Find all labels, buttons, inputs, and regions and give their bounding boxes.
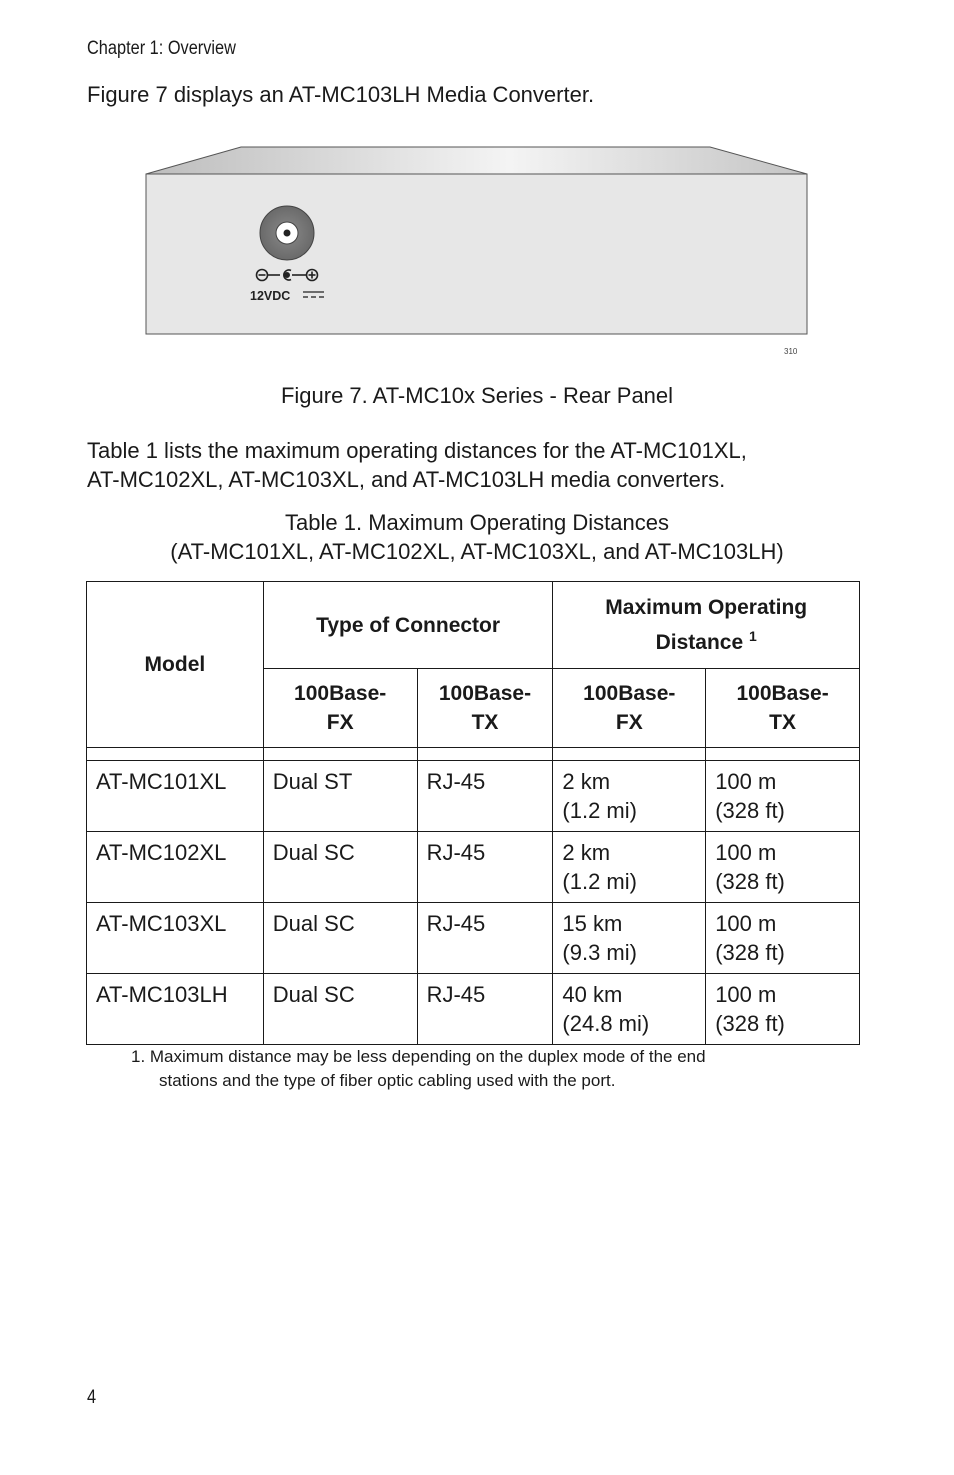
cell-fx-distance — [553, 974, 706, 1045]
rear-panel-figure — [140, 140, 820, 365]
cell-model: AT-MC103XL — [87, 903, 264, 974]
table-row — [87, 974, 860, 1045]
power-label: 12VDC — [250, 289, 291, 303]
cell-text: (9.3 mi) — [562, 940, 637, 965]
table-caption-models: (AT-MC101XL, AT-MC102XL, AT-MC103XL, and AT-MC103LH) — [170, 539, 784, 564]
cell-tx-connector: RJ-45 — [417, 974, 553, 1045]
cell-text: (1.2 mi) — [562, 869, 637, 894]
subheader-text: FX — [326, 711, 354, 734]
cell-text: 100 m — [715, 982, 777, 1007]
footnote-marker: 1 — [749, 628, 757, 644]
cell-text: (328 ft) — [715, 869, 785, 894]
subheader-connector-fx — [263, 669, 417, 748]
cell-text: (24.8 mi) — [562, 1011, 650, 1036]
table-row — [87, 761, 860, 832]
cell-fx-distance — [553, 832, 706, 903]
cell-text: (328 ft) — [715, 798, 785, 823]
cell-tx-distance — [706, 974, 860, 1045]
cell-text: (1.2 mi) — [562, 798, 637, 823]
header-connector-type: Type of Connector — [263, 582, 553, 669]
running-header: Chapter 1: Overview — [87, 38, 236, 59]
table-intro-paragraph — [87, 436, 867, 494]
cell-text: 100 m — [715, 840, 777, 865]
cell-fx-distance — [553, 903, 706, 974]
figure-caption: Figure 7. AT-MC10x Series - Rear Panel — [280, 383, 674, 408]
table-row — [87, 832, 860, 903]
cell-model: AT-MC103LH — [87, 974, 264, 1045]
subheader-text: TX — [471, 711, 499, 734]
table-footnote — [131, 1045, 706, 1093]
cell-fx-connector: Dual SC — [263, 974, 417, 1045]
cell-fx-distance — [553, 761, 706, 832]
header-distance-line2: Distance — [655, 631, 744, 654]
header-rule — [87, 748, 860, 761]
cell-text: (328 ft) — [715, 940, 785, 965]
cell-tx-connector: RJ-45 — [417, 761, 553, 832]
header-model: Model — [87, 582, 264, 748]
figure-number: 310 — [784, 347, 798, 356]
header-max-distance — [553, 582, 860, 669]
subheader-text: 100Base- — [736, 682, 829, 705]
intro-text: Figure 7 displays an AT-MC103LH Media Converter. — [87, 82, 595, 107]
chassis-top-surface — [146, 147, 807, 174]
cell-tx-distance — [706, 903, 860, 974]
subheader-distance-fx — [553, 669, 706, 748]
footnote-line: 1. Maximum distance may be less depending on the duplex mode of the end — [131, 1047, 706, 1066]
subheader-connector-tx — [417, 669, 553, 748]
table-header-row — [87, 582, 860, 669]
cell-fx-connector: Dual SC — [263, 903, 417, 974]
subheader-text: 100Base- — [438, 682, 532, 705]
subheader-text: TX — [769, 711, 797, 734]
subheader-distance-tx — [706, 669, 860, 748]
cell-tx-connector: RJ-45 — [417, 832, 553, 903]
table-caption — [0, 508, 954, 566]
cell-text: 15 km — [562, 911, 623, 936]
table-row — [87, 903, 860, 974]
cell-tx-distance — [706, 761, 860, 832]
cell-model: AT-MC102XL — [87, 832, 264, 903]
cell-text: 100 m — [715, 769, 777, 794]
subheader-text: FX — [615, 711, 643, 734]
chassis-rear-face — [146, 174, 807, 334]
cell-tx-distance — [706, 832, 860, 903]
subheader-text: 100Base- — [294, 682, 387, 705]
footnote-line: stations and the type of fiber optic cabling used with the port. — [159, 1071, 616, 1090]
cell-fx-connector: Dual ST — [263, 761, 417, 832]
cell-text: (328 ft) — [715, 1011, 785, 1036]
subheader-text: 100Base- — [583, 682, 676, 705]
cell-text: 2 km — [562, 769, 611, 794]
table-caption-title: Table 1. Maximum Operating Distances — [285, 510, 669, 535]
cell-text: 40 km — [562, 982, 623, 1007]
power-jack-icon — [260, 206, 314, 260]
cell-text: 100 m — [715, 911, 777, 936]
page-number: 4 — [87, 1387, 97, 1408]
rear-panel-illustration — [140, 140, 820, 365]
header-distance-line1: Maximum Operating — [605, 596, 808, 619]
distance-table — [86, 581, 860, 1045]
cell-tx-connector: RJ-45 — [417, 903, 553, 974]
cell-text: 2 km — [562, 840, 611, 865]
cell-model: AT-MC101XL — [87, 761, 264, 832]
cell-fx-connector: Dual SC — [263, 832, 417, 903]
paragraph-line: AT-MC102XL, AT-MC103XL, and AT-MC103LH media converters. — [87, 467, 726, 492]
paragraph-line: Table 1 lists the maximum operating distances for the AT-MC101XL, — [87, 438, 747, 463]
